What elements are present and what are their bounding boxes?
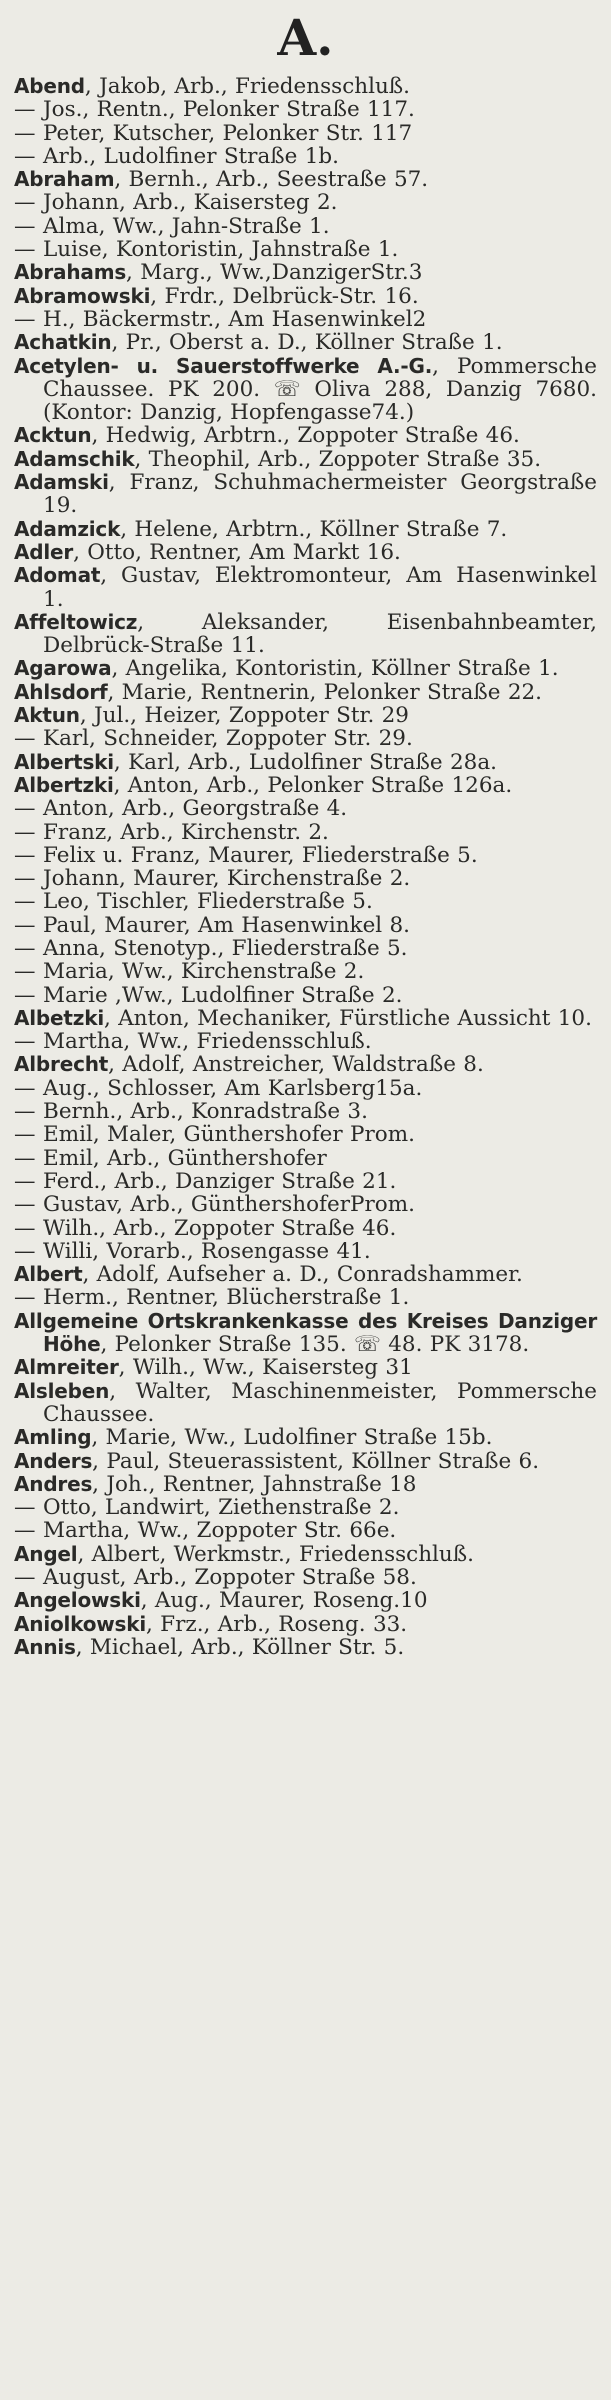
directory-entry: [14, 331, 597, 354]
directory-entry: [14, 1007, 597, 1030]
entry-details: , Wilh., Ww., Kaisersteg 31: [118, 1355, 413, 1381]
directory-entry: [14, 564, 597, 611]
entry-details: , Bernh., Arb., Seestraße 57.: [114, 167, 429, 193]
repeat-surname-dash: —: [14, 1565, 36, 1590]
entry-surname: Angel: [14, 1541, 78, 1566]
directory-entry: [14, 1100, 597, 1123]
directory-entry: [14, 1636, 597, 1659]
repeat-surname-dash: —: [14, 1192, 36, 1218]
entry-details: , Marie, Ww., Ludolfiner Straße 15b.: [91, 1425, 493, 1451]
entry-surname: Albertski: [14, 749, 114, 774]
entry-details: , Theophil, Arb., Zoppoter Straße 35.: [134, 446, 542, 472]
directory-entry: [14, 1170, 597, 1193]
entry-details: Wilh., Arb., Zoppoter Straße 46.: [43, 1215, 397, 1241]
entry-details: , Karl, Arb., Ludolfiner Straße 28a.: [113, 749, 497, 775]
entry-surname: Acktun: [14, 423, 92, 448]
directory-entry: [14, 797, 597, 820]
entry-surname: Amling: [14, 1425, 92, 1450]
entry-details: Emil, Maler, Günthershofer Prom.: [43, 1122, 415, 1148]
entry-surname: Adomat: [14, 563, 101, 588]
directory-entry: [14, 215, 597, 238]
repeat-surname-dash: —: [14, 1285, 36, 1311]
repeat-surname-dash: —: [14, 935, 36, 961]
repeat-surname-dash: —: [14, 1145, 36, 1171]
entry-details: , Albert, Werkmstr., Friedensschluß.: [77, 1541, 474, 1567]
entry-surname: Anders: [14, 1448, 93, 1473]
entry-details: , Jul., Heizer, Zoppoter Str. 29: [79, 703, 409, 729]
directory-entry: [14, 1263, 597, 1286]
entry-details: Anna, Stenotyp., Fliederstraße 5.: [43, 935, 408, 961]
repeat-surname-dash: —: [14, 120, 36, 146]
repeat-surname-dash: —: [14, 912, 36, 938]
directory-entry: [14, 1053, 597, 1076]
entry-details: , Pr., Oberst a. D., Köllner Straße 1.: [111, 330, 503, 356]
entry-surname: Acetylen- u. Sauerstoffwerke A.-G.: [14, 353, 433, 378]
entry-surname: Allgemeine Ortskrankenkasse des Kreises Danziger Höhe: [14, 1308, 597, 1357]
directory-entry: [14, 1519, 597, 1542]
directory-entry: [14, 1240, 597, 1263]
directory-entry: [14, 1030, 597, 1053]
directory-entry: [14, 937, 597, 960]
entry-details: Paul, Maurer, Am Hasenwinkel 8.: [43, 912, 411, 938]
entry-details: , Gustav, Elektromonteur, Am Hasenwinkel 1.: [43, 563, 597, 612]
entry-surname: Abend: [14, 74, 85, 98]
repeat-surname-dash: —: [14, 796, 36, 822]
entry-details: Jos., Rentn., Pelonker Straße 117.: [43, 97, 415, 123]
entry-details: Aug., Schlosser, Am Karlsberg15a.: [43, 1075, 423, 1101]
entry-details: , Anton, Arb., Pelonker Straße 126a.: [113, 772, 513, 798]
entry-surname: Albrecht: [14, 1052, 109, 1077]
entry-surname: Adamski: [14, 470, 109, 495]
directory-entry: [14, 1589, 597, 1612]
directory-entry: [14, 774, 597, 797]
entry-surname: Adamschik: [14, 446, 135, 471]
entry-details: , Adolf, Aufseher a. D., Conradshammer.: [82, 1262, 523, 1288]
directory-entry: [14, 285, 597, 308]
entry-details: Willi, Vorarb., Rosengasse 41.: [43, 1238, 371, 1264]
entry-surname: Albertzki: [14, 772, 114, 797]
directory-entry: [14, 1147, 597, 1170]
directory-entry: [14, 751, 597, 774]
entry-details: , Marg., Ww.,DanzigerStr.3: [126, 260, 423, 286]
repeat-surname-dash: —: [14, 306, 36, 332]
directory-entry: [14, 1380, 597, 1427]
entry-details: Leo, Tischler, Fliederstraße 5.: [43, 889, 373, 915]
directory-entry: [14, 960, 597, 983]
directory-entry: [14, 844, 597, 867]
entry-details: Emil, Arb., Günthershofer: [43, 1145, 327, 1171]
entry-details: , Helene, Arbtrn., Köllner Straße 7.: [120, 516, 508, 542]
entry-surname: Albert: [14, 1262, 83, 1287]
directory-entry: [14, 168, 597, 191]
entry-details: Bernh., Arb., Konradstraße 3.: [43, 1099, 368, 1125]
entry-details: Felix u. Franz, Maurer, Fliederstraße 5.: [43, 842, 478, 868]
entry-details: , Jakob, Arb., Friedensschluß.: [84, 74, 411, 99]
directory-entry: [14, 261, 597, 284]
directory-entry: [14, 1450, 597, 1473]
directory-entry: [14, 1077, 597, 1100]
entry-surname: Adamzick: [14, 516, 121, 541]
entry-details: , Paul, Steuerassistent, Köllner Straße 6.: [92, 1448, 540, 1474]
entry-surname: Abraham: [14, 167, 115, 192]
entry-details: , Walter, Maschinenmeister, Pommersche Chaussee.: [43, 1378, 597, 1427]
entry-details: Gustav, Arb., GünthershoferProm.: [43, 1192, 415, 1218]
entry-surname: Albetzki: [14, 1005, 104, 1030]
repeat-surname-dash: —: [14, 1099, 36, 1125]
repeat-surname-dash: —: [14, 1215, 36, 1241]
entry-details: , Anton, Mechaniker, Fürstliche Aussicht 10.: [103, 1005, 592, 1031]
directory-entry: [14, 75, 597, 98]
entry-details: August, Arb., Zoppoter Straße 58.: [43, 1565, 417, 1590]
entry-details: , Aug., Maurer, Roseng.10: [140, 1588, 428, 1614]
directory-entry: [14, 541, 597, 564]
directory-entry: [14, 1193, 597, 1216]
directory-entry: [14, 1566, 597, 1589]
repeat-surname-dash: —: [14, 1168, 36, 1194]
repeat-surname-dash: —: [14, 959, 36, 985]
repeat-surname-dash: —: [14, 1075, 36, 1101]
entry-details: , Otto, Rentner, Am Markt 16.: [73, 539, 401, 565]
entry-details: Marie ,Ww., Ludolfiner Straße 2.: [43, 982, 403, 1008]
directory-entry: [14, 98, 597, 121]
directory-entry: [14, 821, 597, 844]
repeat-surname-dash: —: [14, 726, 36, 752]
directory-entry: [14, 867, 597, 890]
directory-entry: [14, 238, 597, 261]
entry-surname: Ahlsdorf: [14, 679, 108, 704]
entry-surname: Alsleben: [14, 1378, 110, 1403]
directory-entry: [14, 308, 597, 331]
section-letter-heading: A.: [277, 8, 334, 67]
entry-details: Ferd., Arb., Danziger Straße 21.: [43, 1168, 397, 1194]
entry-details: H., Bäckermstr., Am Hasenwinkel2: [43, 306, 427, 332]
repeat-surname-dash: —: [14, 1495, 36, 1521]
entry-details: , Franz, Schuhmachermeister Georgstraße 19.: [43, 470, 597, 519]
entry-surname: Almreiter: [14, 1355, 119, 1380]
repeat-surname-dash: —: [14, 982, 36, 1008]
repeat-surname-dash: —: [14, 866, 36, 892]
repeat-surname-dash: —: [14, 889, 36, 915]
entry-details: Alma, Ww., Jahn-Straße 1.: [43, 213, 330, 239]
entry-details: Maria, Ww., Kirchenstraße 2.: [43, 959, 365, 985]
directory-entry: [14, 191, 597, 214]
entry-surname: Andres: [14, 1471, 93, 1496]
entry-details: Johann, Arb., Kaisersteg 2.: [43, 190, 338, 216]
entry-surname: Annis: [14, 1634, 76, 1659]
directory-entry: [14, 471, 597, 518]
entry-surname: Agarowa: [14, 656, 112, 681]
entry-details: Anton, Arb., Georgstraße 4.: [43, 796, 348, 822]
directory-entry: [14, 727, 597, 750]
directory-entry: [14, 355, 597, 425]
repeat-surname-dash: —: [14, 190, 36, 216]
entry-details: , Hedwig, Arbtrn., Zoppoter Straße 46.: [91, 423, 520, 449]
repeat-surname-dash: —: [14, 1029, 36, 1055]
entry-details: , Adolf, Anstreicher, Waldstraße 8.: [108, 1052, 484, 1078]
entry-surname: Abrahams: [14, 260, 127, 285]
directory-entry: [14, 681, 597, 704]
directory-entry: [14, 1123, 597, 1146]
entry-surname: Abramowski: [14, 283, 151, 308]
entry-details: , Joh., Rentner, Jahnstraße 18: [92, 1471, 417, 1497]
directory-entries-list: [14, 75, 597, 1659]
entry-surname: Aktun: [14, 703, 80, 728]
entry-details: Franz, Arb., Kirchenstr. 2.: [43, 819, 329, 845]
directory-entry: [14, 890, 597, 913]
repeat-surname-dash: —: [14, 842, 36, 868]
directory-entry: [14, 1217, 597, 1240]
repeat-surname-dash: —: [14, 97, 36, 123]
entry-details: Martha, Ww., Friedensschluß.: [43, 1029, 372, 1055]
entry-surname: Angelowski: [14, 1588, 141, 1613]
entry-details: Karl, Schneider, Zoppoter Str. 29.: [43, 726, 413, 752]
entry-details: , Aleksander, Eisenbahnbeamter, Delbrück-Straße 11.: [43, 609, 597, 659]
entry-details: , Angelika, Kontoristin, Köllner Straße 1.: [111, 656, 559, 682]
repeat-surname-dash: —: [14, 237, 36, 263]
directory-entry: [14, 984, 597, 1007]
entry-details: Arb., Ludolfiner Straße 1b.: [43, 143, 339, 169]
entry-surname: Affeltowicz: [14, 609, 138, 634]
directory-entry: [14, 1496, 597, 1519]
directory-entry: [14, 1356, 597, 1379]
entry-surname: Achatkin: [14, 330, 112, 355]
directory-entry: [14, 611, 597, 658]
entry-details: Peter, Kutscher, Pelonker Str. 117: [43, 120, 413, 146]
entry-details: , Frdr., Delbrück-Str. 16.: [150, 283, 419, 309]
directory-entry: [14, 518, 597, 541]
entry-details: , Michael, Arb., Köllner Str. 5.: [75, 1634, 405, 1660]
directory-entry: [14, 145, 597, 168]
directory-entry: [14, 704, 597, 727]
directory-entry: [14, 914, 597, 937]
directory-entry: [14, 1310, 597, 1357]
directory-entry: [14, 122, 597, 145]
entry-details: Luise, Kontoristin, Jahnstraße 1.: [43, 237, 399, 263]
directory-entry: [14, 448, 597, 471]
repeat-surname-dash: —: [14, 213, 36, 239]
repeat-surname-dash: —: [14, 1518, 36, 1544]
directory-entry: [14, 424, 597, 447]
entry-details: , Frz., Arb., Roseng. 33.: [146, 1611, 408, 1637]
directory-entry: [14, 1473, 597, 1496]
entry-details: Herm., Rentner, Blücherstraße 1.: [43, 1285, 410, 1311]
entry-details: Otto, Landwirt, Ziethenstraße 2.: [43, 1495, 400, 1521]
directory-entry: [14, 1613, 597, 1636]
entry-details: , Pommersche Chaussee. PK 200. ☏ Oliva 288, Danzig 7680. (Kontor: Danzig, Hopfengasse74.): [43, 353, 597, 426]
directory-entry: [14, 1426, 597, 1449]
entry-details: Martha, Ww., Zoppoter Str. 66e.: [43, 1518, 397, 1544]
entry-surname: Adler: [14, 539, 74, 564]
directory-entry: [14, 657, 597, 680]
entry-details: , Marie, Rentnerin, Pelonker Straße 22.: [107, 679, 543, 705]
repeat-surname-dash: —: [14, 1122, 36, 1148]
entry-surname: Aniolkowski: [14, 1611, 147, 1636]
repeat-surname-dash: —: [14, 1238, 36, 1264]
directory-entry: [14, 1543, 597, 1566]
entry-details: Johann, Maurer, Kirchenstraße 2.: [43, 866, 411, 892]
repeat-surname-dash: —: [14, 143, 36, 169]
directory-entry: [14, 1286, 597, 1309]
repeat-surname-dash: —: [14, 819, 36, 845]
entry-details: , Pelonker Straße 135. ☏ 48. PK 3178.: [100, 1332, 530, 1358]
